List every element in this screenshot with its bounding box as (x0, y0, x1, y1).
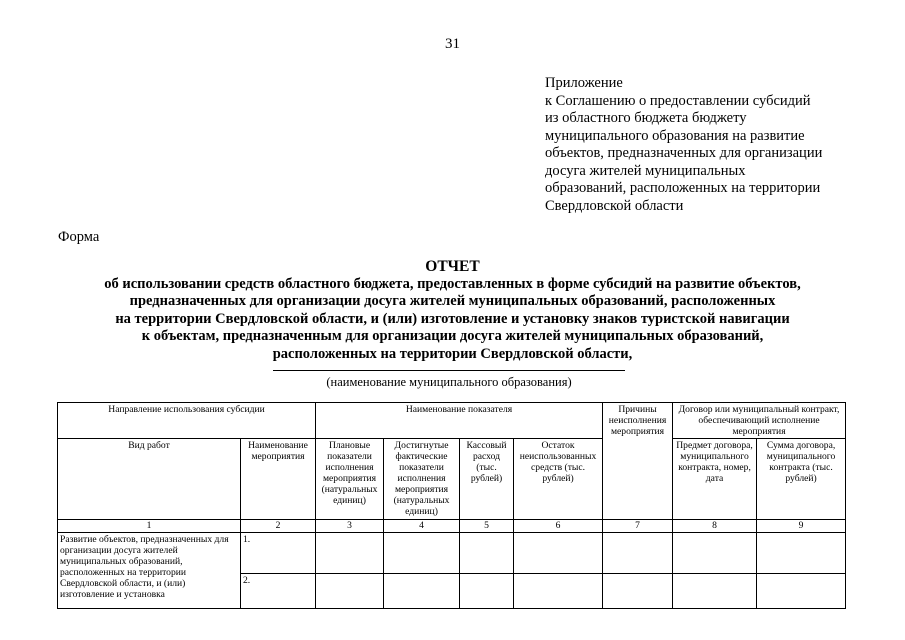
row-number-cell[interactable]: 2. (241, 574, 316, 609)
table-cell[interactable] (673, 574, 757, 609)
report-title: ОТЧЕТ (425, 258, 480, 275)
column-number: 4 (384, 520, 460, 533)
municipality-name-caption: (наименование муниципального образования) (326, 375, 572, 389)
header-remainder: Остаток неиспользованных средств (тыс. рублей) (514, 439, 603, 520)
table-cell[interactable] (384, 533, 460, 574)
appendix-block (545, 75, 885, 215)
column-number-row (58, 520, 846, 533)
appendix-line: образований, расположенных на территории (545, 180, 821, 196)
appendix-line: досуга жителей муниципальных (545, 162, 746, 179)
header-subject: Предмет договора, муниципального контракта, номер, дата (673, 439, 757, 520)
column-number: 5 (460, 520, 514, 533)
table-cell[interactable] (603, 574, 673, 609)
table-cell[interactable] (514, 574, 603, 609)
table-cell[interactable] (514, 533, 603, 574)
header-direction: Направление использования субсидии (58, 403, 316, 439)
appendix-line: Свердловской области (545, 197, 684, 214)
municipality-name-blank[interactable] (273, 370, 625, 371)
column-number: 8 (673, 520, 757, 533)
header-reasons: Причины неисполнения мероприятия (603, 403, 673, 520)
appendix-line: муниципального образования на развитие (545, 127, 805, 144)
column-number: 3 (316, 520, 384, 533)
appendix-line: объектов, предназначенных для организации (545, 145, 823, 161)
table-row (58, 533, 846, 574)
report-title-block (0, 258, 905, 363)
table-group-header-row (58, 403, 846, 439)
table-cell[interactable] (316, 574, 384, 609)
page-number: 31 (445, 36, 460, 52)
appendix-line: к Соглашению о предоставлении субсидий (545, 92, 811, 109)
table-cell[interactable] (757, 574, 846, 609)
column-number: 6 (514, 520, 603, 533)
row-number-cell[interactable]: 1. (241, 533, 316, 574)
work-type-cell[interactable]: Развитие объектов, предназначенных для организации досуга жителей муниципальных образований, расположенных на территории Свердловской области, и (или) изготовление и установка (58, 533, 241, 609)
report-subtitle-line: предназначенных для организации досуга жителей муниципальных образований, расположенных (129, 293, 776, 309)
table-cell[interactable] (757, 533, 846, 574)
report-subtitle-line: расположенных на территории Свердловской области, (272, 345, 633, 362)
table-cell[interactable] (384, 574, 460, 609)
table-cell[interactable] (603, 533, 673, 574)
table-cell[interactable] (673, 533, 757, 574)
header-indicator: Наименование показателя (316, 403, 603, 439)
table-cell[interactable] (316, 533, 384, 574)
report-table (57, 402, 846, 609)
column-number: 9 (757, 520, 846, 533)
column-number: 1 (58, 520, 241, 533)
report-subtitle-line: об использовании средств областного бюджета, предоставленных в форме субсидий на развитие объектов, (104, 275, 801, 292)
column-number: 7 (603, 520, 673, 533)
header-cash: Кассовый расход (тыс. рублей) (460, 439, 514, 520)
report-subtitle-line: на территории Свердловской области, и (или) изготовление и установку знаков туристской навигации (115, 310, 790, 327)
header-contract: Договор или муниципальный контракт, обеспечивающий исполнение мероприятия (673, 403, 846, 439)
table-sub-header-row (58, 439, 846, 520)
form-label: Форма (58, 229, 100, 245)
header-amount: Сумма договора, муниципального контракта (тыс. рублей) (757, 439, 846, 520)
header-planned: Плановые показатели исполнения мероприятия (натуральных единиц) (316, 439, 384, 520)
table-cell[interactable] (460, 533, 514, 574)
report-subtitle-line: к объектам, предназначенным для организации досуга жителей муниципальных образований, (141, 328, 764, 344)
header-achieved: Достигнутые фактические показатели исполнения мероприятия (натуральных единиц) (384, 439, 460, 520)
appendix-line: из областного бюджета бюджету (545, 110, 747, 126)
appendix-line: Приложение (545, 75, 623, 91)
header-work-type: Вид работ (58, 439, 241, 520)
column-number: 2 (241, 520, 316, 533)
header-event-name: Наименование мероприятия (241, 439, 316, 520)
table-cell[interactable] (460, 574, 514, 609)
